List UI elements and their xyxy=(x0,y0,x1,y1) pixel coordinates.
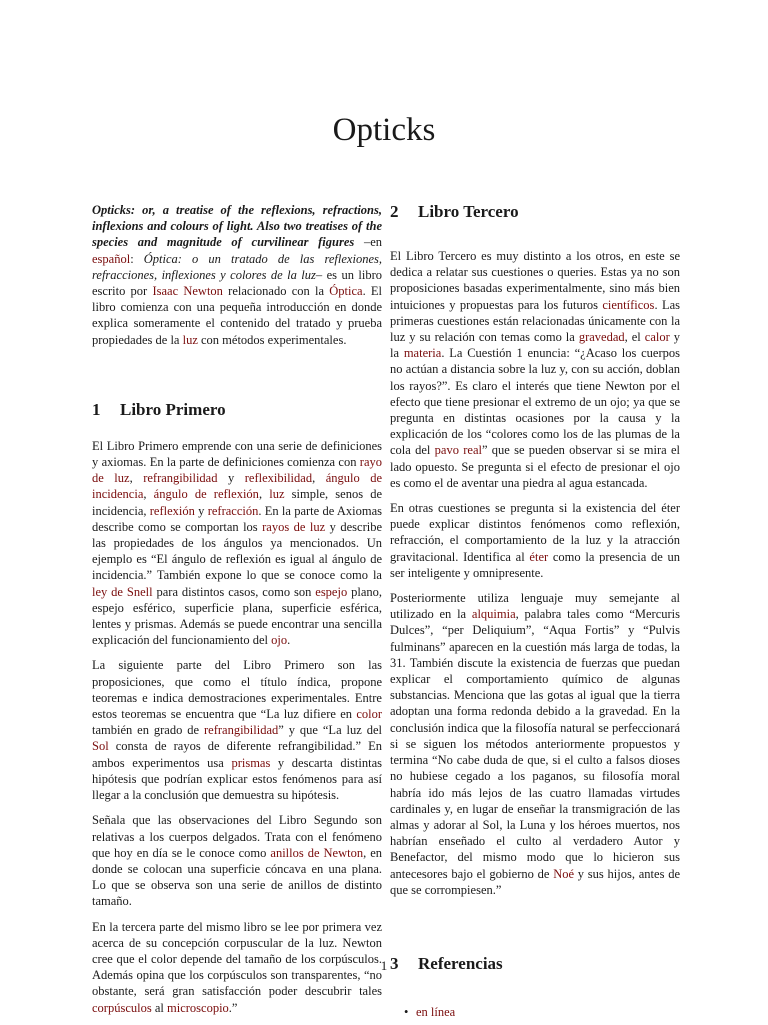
link-luz[interactable]: luz xyxy=(269,487,285,502)
section-heading-libro-tercero xyxy=(390,202,680,222)
text: al xyxy=(151,1000,167,1015)
link-ley-de-snell[interactable]: ley de Snell xyxy=(92,584,153,599)
text: Señala que las observaciones del Libro Segundo son relativas a los cuerpos delgados. Trata con el fenómeno que hoy en día se le conoce como xyxy=(92,813,382,860)
text: .” xyxy=(228,1000,238,1015)
section-title: Libro Primero xyxy=(120,399,226,419)
text: – es un libro escrito por xyxy=(92,267,382,299)
text: , xyxy=(129,471,144,486)
link-color[interactable]: color xyxy=(356,707,382,722)
text: con métodos experimentales. xyxy=(197,332,347,347)
section-title: Referencias xyxy=(418,953,503,973)
link-rayos-de-luz[interactable]: rayos de luz xyxy=(262,519,326,534)
link-prismas[interactable]: prismas xyxy=(231,755,271,770)
link-reflexibilidad[interactable]: reflexibilidad xyxy=(244,471,313,486)
text: y descarta distintas hipótesis que podrían explicar estos fenómenos para así llegar a la conclusión que demuestra su hipótesis. xyxy=(92,755,382,803)
page-number: 1 xyxy=(380,958,388,973)
paragraph xyxy=(92,812,382,909)
text: , xyxy=(143,487,154,502)
text: , en donde se colocan una superficie cóncava en una plana. Lo que se observa son una serie de anillos de distinto tamaño. xyxy=(92,845,382,909)
text: Posteriormente utiliza lenguaje muy semejante al utilizado en la xyxy=(390,591,680,622)
text: . xyxy=(287,633,291,648)
link-refrangibilidad[interactable]: refrangibilidad xyxy=(143,471,218,486)
section-title: Libro Tercero xyxy=(418,202,519,221)
text: y describe las propiedades de los ángulos ya mencionados. Un ejemplo es “El ángulo de reflexión es igual al ángulo de incidencia.” También expone lo que se conoce como la xyxy=(92,519,383,583)
link-pavo-real[interactable]: pavo real xyxy=(434,443,482,458)
text: , palabra tales como “Mercuris Dulces”, “per Deliquium”, “Aqua Fortis” y “Pulvis fulminans” aparecen en la cuestión más larga de todas, la 31. También discute la existencia de fuerzas que puedan explicar el comportamiento químico de algunas substancias. Menciona que las gotas al igual que la tierra adoptan una forma redonda debido a la gravedad. En la conclusión indica que la filosofía natural se perfeccionará si se siguen los métodos anteriormente propuestos y termina “No cabe duda de que, si el culto a falsos dioses no hubiese cegado a los paganos, su filosofía moral habría ido más lejos de las cuatro llamadas virtudes cardinales y, en lugar de enseñar la transmigración de las almas y adorar al Sol, la Luna y los héroes muertos, nos habrían enseñado el culto al verdadero Autor y Benefactor, del mismo modo que lo hicieron sus antecesores bajo el gobierno de xyxy=(390,607,680,881)
link-anillos-de-newton[interactable]: anillos de Newton xyxy=(270,845,364,860)
link-angulo-reflexion[interactable]: ángulo de reflexión xyxy=(153,487,259,502)
link-materia[interactable]: materia xyxy=(403,346,442,361)
text: y xyxy=(217,471,245,486)
link-microscopio[interactable]: microscopio xyxy=(167,1000,229,1015)
paragraph xyxy=(390,500,680,581)
link-espanol[interactable]: español xyxy=(92,251,131,266)
link-gravedad[interactable]: gravedad xyxy=(578,330,625,345)
text: también en grado de xyxy=(92,723,204,738)
text: ” y que “La luz del xyxy=(278,723,382,738)
text: , xyxy=(258,487,270,502)
text: . Las primeras cuestiones están relacionadas únicamente con la luz y su relación con temas como la xyxy=(390,297,680,345)
link-angulo-incidencia[interactable]: ángulo de incidencia xyxy=(92,471,383,502)
link-cientificos[interactable]: científicos xyxy=(602,297,655,312)
link-noe[interactable]: Noé xyxy=(553,866,575,881)
text: plano, espejo esférico, superficie plana, superficie esférica, lentes y prismas. Además se puede encontrar una sencilla explicación del funcionamiento del xyxy=(92,584,383,648)
text: ” que se pueden observar si se mira el lado opuesto. Se pregunta si el efecto de presionar el ojo es como el de aventar una piedra al agua estancada. xyxy=(390,443,681,490)
intro-title: Opticks: or, a treatise of the reflexions, refractions, inflexions and colours of light. Also two treatises of the species and magnitude of curvilinear figures xyxy=(92,203,382,250)
link-isaac-newton[interactable]: Isaac Newton xyxy=(152,284,223,299)
references-list xyxy=(390,1004,680,1020)
text: como la presencia de un ser inteligente y omnipresente. xyxy=(390,549,680,580)
text: : xyxy=(130,251,144,266)
text: El Libro Tercero es muy distinto a los otros, en este se dedica a relatar sus cuestiones o queries. Estas ya no son proposiciones basadas experimentalmente, sino más bien intuiciones y propuestas para los futuros xyxy=(390,249,680,312)
text: y sus hijos, antes de que se corrompiesen.” xyxy=(390,866,680,897)
text: . En la parte de Axiomas describe como se comportan los xyxy=(92,503,382,534)
left-column xyxy=(92,202,382,1025)
paragraph xyxy=(92,438,382,649)
intro-paragraph xyxy=(92,202,382,348)
text: , xyxy=(312,471,326,486)
link-espejo[interactable]: espejo xyxy=(315,584,348,599)
paragraph xyxy=(92,657,382,803)
page-title: Opticks xyxy=(332,112,436,148)
text: y xyxy=(194,503,208,518)
link-optica[interactable]: Óptica xyxy=(329,284,363,299)
section-number: 1 xyxy=(92,399,101,419)
text: consta de rayos de diferente refrangibilidad.” En ambos experimentos usa xyxy=(92,739,382,770)
link-rayo-de-luz[interactable]: rayo de luz xyxy=(92,455,382,486)
paragraph xyxy=(390,590,680,898)
text: El Libro Primero emprende con una serie de definiciones y axiomas. En la parte de definiciones comienza con xyxy=(92,438,382,470)
link-alquimia[interactable]: alquimia xyxy=(471,607,516,622)
section-heading-libro-primero xyxy=(92,400,382,420)
text: En la tercera parte del mismo libro se lee por primera vez acerca de su concepción corpuscular de la luz. Newton cree que el color depende del tamaño de los corpúsculos. Además opina que los corpúsculos son transparentes, “no obstante, será gran satisfacción poder descubrir tales xyxy=(92,919,382,999)
link-luz[interactable]: luz xyxy=(182,332,198,347)
right-column xyxy=(390,202,680,1020)
text: y la xyxy=(390,330,681,361)
list-item xyxy=(404,1004,680,1020)
text: relacionado con la xyxy=(222,284,330,299)
link-reflexion[interactable]: reflexión xyxy=(149,503,195,518)
text: . La Cuestión 1 enuncia: “¿Acaso los cuerpos no actúan a distancia sobre la luz y, con su acción, doblan los rayos?”. Es claro el interés que tiene Newton por el efecto que tiene presionar el extremo de un ojo; ya que se pregunta en distintas ocasiones por la causa y la explicación de los “colores como los de las plumas de la cola del xyxy=(390,346,681,458)
link-eter[interactable]: éter xyxy=(529,549,549,564)
intro-translation: Óptica: o un tratado de las reflexiones, refracciones, inflexiones y colores de la luz xyxy=(92,251,382,282)
link-refraccion[interactable]: refracción xyxy=(207,503,259,518)
link-ojo[interactable]: ojo xyxy=(271,633,288,648)
paragraph xyxy=(390,248,680,491)
text: La siguiente parte del Libro Primero son las proposiciones, que como el título índica, propone teoremas e indica demostraciones experimentales. Entre estos teoremas se encuentra que “La luz difiere en xyxy=(92,658,382,722)
text: simple, senos de incidencia, xyxy=(92,487,383,518)
text: para distintos casos, como son xyxy=(152,584,316,599)
link-en-linea[interactable]: en línea xyxy=(416,1004,456,1019)
text: –en xyxy=(354,235,382,250)
text: En otras cuestiones se pregunta si la existencia del éter puede explicar distintos fenómenos como reflexión, refracción, el comportamiento de la luz y la atracción gravitacional. Identifica al xyxy=(390,501,680,564)
section-number: 3 xyxy=(390,953,399,973)
section-number: 2 xyxy=(390,202,399,221)
text: , el xyxy=(624,330,645,345)
link-sol[interactable]: Sol xyxy=(92,739,109,754)
link-refrangibilidad[interactable]: refrangibilidad xyxy=(204,723,279,738)
link-calor[interactable]: calor xyxy=(644,330,670,345)
text: . El libro comienza con una pequeña introducción en donde explica someramente el contenido del tratado y prueba propiedades de la xyxy=(92,284,383,347)
link-corpusculos[interactable]: corpúsculos xyxy=(92,1000,152,1015)
